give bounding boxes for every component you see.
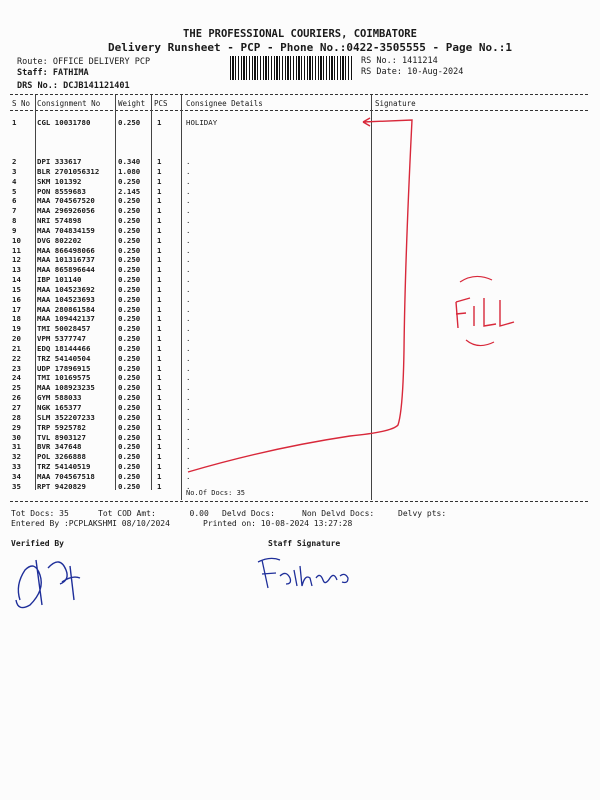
row-weight: 0.250 [118, 118, 141, 127]
row-consignment-no: RPT 9420829 [37, 481, 86, 491]
row-consignee-details: . [186, 304, 191, 314]
row-pcs: 1 [157, 265, 162, 275]
row-weight: 0.250 [118, 442, 141, 452]
row-consignee-details: . [186, 324, 191, 334]
row-pcs: 1 [157, 363, 162, 373]
row-consignment-no: TMI 10169575 [37, 373, 91, 383]
row-consignee-details: . [186, 471, 191, 481]
row-consignment-no: MAA 704567520 [37, 196, 95, 206]
row-pcs: 1 [157, 157, 162, 166]
row-sno: 15 [12, 284, 21, 294]
row-consignee-details: . [186, 235, 191, 245]
row-consignee-details: . [186, 393, 191, 403]
rs-no-value: 1411214 [401, 56, 438, 66]
row-weight: 0.250 [118, 216, 141, 226]
row-pcs: 1 [157, 403, 162, 412]
row-consignment-no: POL 3266888 [37, 452, 86, 462]
row-weight: 0.250 [118, 393, 141, 403]
col-header-weight: Weight [118, 99, 146, 108]
rs-date-label: RS Date: [361, 67, 402, 77]
row-consignment-no: TRZ 54140519 [37, 462, 91, 472]
col-header-consignment: Consignment No [37, 99, 101, 108]
row-sno: 23 [12, 363, 21, 373]
row-pcs: 1 [157, 383, 162, 393]
company-name: THE PROFESSIONAL COURIERS, COIMBATORE [183, 28, 417, 40]
row-sno: 31 [12, 442, 21, 452]
row-pcs: 1 [157, 452, 162, 462]
row-consignment-no: GYM 588033 [37, 393, 82, 403]
row-consignee-details: . [186, 196, 191, 206]
row-pcs: 1 [157, 176, 162, 186]
row-pcs: 1 [157, 235, 162, 245]
row-consignment-no: CGL 10031780 [37, 118, 91, 127]
delvy-pts: Delvy pts: [398, 509, 447, 518]
row-sno: 8 [12, 216, 17, 226]
tot-docs: Tot Docs: 35 [11, 509, 69, 518]
row-pcs: 1 [157, 442, 162, 452]
row-sno: 3 [12, 166, 17, 176]
row-consignee-details: . [186, 442, 191, 452]
row-pcs: 1 [157, 245, 162, 255]
row-consignee-details: . [186, 343, 191, 353]
row-pcs: 1 [157, 275, 162, 285]
row-weight: 0.250 [118, 235, 141, 245]
row-consignee-details: . [186, 216, 191, 226]
row-pcs: 1 [157, 216, 162, 226]
verified-by-signature [16, 560, 80, 608]
row-consignment-no: PON 8559683 [37, 186, 86, 196]
row-sno: 34 [12, 471, 21, 481]
row-consignee-details: . [186, 275, 191, 285]
staff-label: Staff: [17, 68, 48, 78]
row-consignment-no: VPM 5377747 [37, 334, 86, 344]
row-sno: 19 [12, 324, 21, 334]
row-sno: 16 [12, 294, 21, 304]
row-consignment-no: DVG 802202 [37, 235, 82, 245]
row-consignment-no: BVR 347648 [37, 442, 82, 452]
row-consignment-no: NGK 165377 [37, 403, 82, 412]
row-pcs: 1 [157, 432, 162, 442]
tot-cod-amount: Tot COD Amt: 0.00 [98, 509, 209, 518]
row-consignee-details: HOLIDAY [186, 118, 218, 127]
entered-by: Entered By :PCPLAKSHMI 08/10/2024 [11, 519, 170, 528]
row-weight: 0.250 [118, 284, 141, 294]
row-weight: 0.250 [118, 334, 141, 344]
row-sno: 20 [12, 334, 21, 344]
row-pcs: 1 [157, 166, 162, 176]
row-sno: 1 [12, 118, 17, 127]
row-pcs: 1 [157, 186, 162, 196]
row-consignment-no: MAA 109442137 [37, 314, 95, 324]
row-consignment-no: MAA 296926056 [37, 206, 95, 216]
row-sno: 24 [12, 373, 21, 383]
row-sno: 28 [12, 412, 21, 422]
row-weight: 1.080 [118, 166, 141, 176]
row-consignee-details: . [186, 186, 191, 196]
row-weight: 0.250 [118, 471, 141, 481]
row-consignment-no: MAA 101316737 [37, 255, 95, 265]
row-pcs: 1 [157, 462, 162, 472]
row-consignee-details: . [186, 255, 191, 265]
row-weight: 0.250 [118, 304, 141, 314]
row-consignee-details: . [186, 373, 191, 383]
row-consignee-details: . [186, 363, 191, 373]
row-weight: 0.250 [118, 206, 141, 216]
row-pcs: 1 [157, 412, 162, 422]
row-weight: 0.250 [118, 373, 141, 383]
row-sno: 32 [12, 452, 21, 462]
row-weight: 0.250 [118, 422, 141, 432]
row-pcs: 1 [157, 225, 162, 235]
row-weight: 0.250 [118, 353, 141, 363]
row-weight: 0.250 [118, 432, 141, 442]
row-pcs: 1 [157, 196, 162, 206]
row-sno: 29 [12, 422, 21, 432]
row-consignment-no: IBP 101140 [37, 275, 82, 285]
row-pcs: 1 [157, 353, 162, 363]
row-sno: 5 [12, 186, 17, 196]
row-pcs: 1 [157, 373, 162, 383]
col-header-signature: Signature [375, 99, 416, 108]
row-consignment-no: UDP 17896915 [37, 363, 91, 373]
row-pcs: 1 [157, 118, 162, 127]
row-consignee-details: . [186, 422, 191, 432]
rs-date-value: 10-Aug-2024 [407, 67, 464, 77]
row-pcs: 1 [157, 284, 162, 294]
row-sno: 35 [12, 481, 21, 491]
row-consignee-details: . [186, 206, 191, 216]
row-sno: 12 [12, 255, 21, 265]
row-consignment-no: TMI 50028457 [37, 324, 91, 334]
row-pcs: 1 [157, 343, 162, 353]
delvd-docs: Delvd Docs: [222, 509, 275, 518]
route-value: OFFICE DELIVERY PCP [52, 57, 151, 67]
route-label: Route: [17, 57, 48, 67]
row-pcs: 1 [157, 324, 162, 334]
row-pcs: 1 [157, 304, 162, 314]
row-consignee-details: . [186, 452, 191, 462]
row-weight: 0.250 [118, 275, 141, 285]
row-consignment-no: SKM 101392 [37, 176, 82, 186]
row-pcs: 1 [157, 481, 162, 491]
row-consignment-no: MAA 280861584 [37, 304, 95, 314]
row-sno: 14 [12, 275, 21, 285]
row-weight: 0.250 [118, 255, 141, 265]
row-weight: 0.250 [118, 324, 141, 334]
row-sno: 7 [12, 206, 17, 216]
row-consignee-details: . [186, 403, 191, 412]
row-sno: 22 [12, 353, 21, 363]
staff-signature [258, 558, 348, 588]
row-weight: 0.340 [118, 157, 141, 166]
row-weight: 0.250 [118, 343, 141, 353]
verified-by-label: Verified By [11, 539, 64, 548]
row-sno: 10 [12, 235, 21, 245]
row-consignment-no: MAA 704567518 [37, 471, 95, 481]
row-consignment-no: DPI 333617 [37, 157, 82, 166]
row-consignment-no: BLR 2701056312 [37, 166, 100, 176]
row-consignee-details: . [186, 157, 191, 166]
row-sno: 25 [12, 383, 21, 393]
row-sno: 17 [12, 304, 21, 314]
row-weight: 0.250 [118, 403, 141, 412]
staff-signature-label: Staff Signature [268, 539, 341, 548]
col-header-sno: S No [12, 99, 31, 108]
row-consignee-details: . [186, 432, 191, 442]
printed-on: Printed on: 10-08-2024 13:27:28 [203, 519, 353, 528]
row-consignee-details: . [186, 294, 191, 304]
row-weight: 0.250 [118, 225, 141, 235]
row-sno: 21 [12, 343, 21, 353]
rs-no-label: RS No.: [361, 56, 397, 66]
row-consignee-details: . [186, 225, 191, 235]
row-pcs: 1 [157, 393, 162, 403]
row-weight: 0.250 [118, 294, 141, 304]
row-consignment-no: MAA 866498066 [37, 245, 95, 255]
row-consignee-details: . [186, 166, 191, 176]
row-weight: 0.250 [118, 245, 141, 255]
row-sno: 6 [12, 196, 17, 206]
row-pcs: 1 [157, 255, 162, 265]
row-pcs: 1 [157, 206, 162, 216]
runsheet-title: Delivery Runsheet - PCP - Phone No.:0422-3505555 - Page No.:1 [108, 41, 512, 54]
row-consignee-details: . [186, 462, 191, 472]
row-consignee-details: . [186, 176, 191, 186]
row-weight: 2.145 [118, 186, 141, 196]
row-weight: 0.250 [118, 176, 141, 186]
row-sno: 26 [12, 393, 21, 403]
row-pcs: 1 [157, 334, 162, 344]
row-consignment-no: MAA 104523693 [37, 294, 95, 304]
row-weight: 0.250 [118, 363, 141, 373]
fill-bracket-annotation [188, 118, 412, 472]
row-sno: 13 [12, 265, 21, 275]
non-delvd-docs: Non Delvd Docs: [302, 509, 375, 518]
no-of-docs: No.Of Docs: 35 [186, 489, 246, 497]
row-weight: 0.250 [118, 383, 141, 393]
col-header-pcs: PCS [154, 99, 168, 108]
row-consignment-no: MAA 865896644 [37, 265, 95, 275]
row-consignee-details: . [186, 481, 191, 491]
row-weight: 0.250 [118, 481, 141, 491]
row-pcs: 1 [157, 422, 162, 432]
row-consignment-no: TRP 5925782 [37, 422, 86, 432]
row-consignment-no: TVL 8903127 [37, 432, 86, 442]
row-sno: 33 [12, 462, 21, 472]
row-sno: 2 [12, 157, 17, 166]
row-consignee-details: . [186, 245, 191, 255]
row-consignment-no: TRZ 54140504 [37, 353, 91, 363]
row-sno: 18 [12, 314, 21, 324]
row-pcs: 1 [157, 314, 162, 324]
row-pcs: 1 [157, 294, 162, 304]
row-consignee-details: . [186, 314, 191, 324]
row-weight: 0.250 [118, 314, 141, 324]
row-pcs: 1 [157, 471, 162, 481]
drs-value: DCJB141121401 [63, 81, 130, 91]
row-consignment-no: NRI 574898 [37, 216, 82, 226]
row-consignment-no: MAA 108923235 [37, 383, 95, 393]
row-weight: 0.250 [118, 196, 141, 206]
row-weight: 0.250 [118, 452, 141, 462]
col-header-details: Consignee Details [186, 99, 263, 108]
row-consignee-details: . [186, 265, 191, 275]
row-weight: 0.250 [118, 412, 141, 422]
fill-annotation [456, 276, 514, 345]
row-consignee-details: . [186, 353, 191, 363]
row-sno: 27 [12, 403, 21, 412]
row-consignee-details: . [186, 334, 191, 344]
row-consignee-details: . [186, 284, 191, 294]
row-sno: 11 [12, 245, 21, 255]
row-weight: 0.250 [118, 462, 141, 472]
row-weight: 0.250 [118, 265, 141, 275]
row-sno: 9 [12, 225, 17, 235]
row-consignee-details: . [186, 412, 191, 422]
row-consignment-no: SLM 352207233 [37, 412, 95, 422]
row-consignment-no: MAA 704834159 [37, 225, 95, 235]
staff-value: FATHIMA [52, 68, 89, 78]
row-consignment-no: MAA 104523692 [37, 284, 95, 294]
row-consignee-details: . [186, 383, 191, 393]
row-sno: 30 [12, 432, 21, 442]
drs-label: DRS No.: [17, 81, 58, 91]
row-consignment-no: EDQ 18144466 [37, 343, 91, 353]
row-sno: 4 [12, 176, 17, 186]
